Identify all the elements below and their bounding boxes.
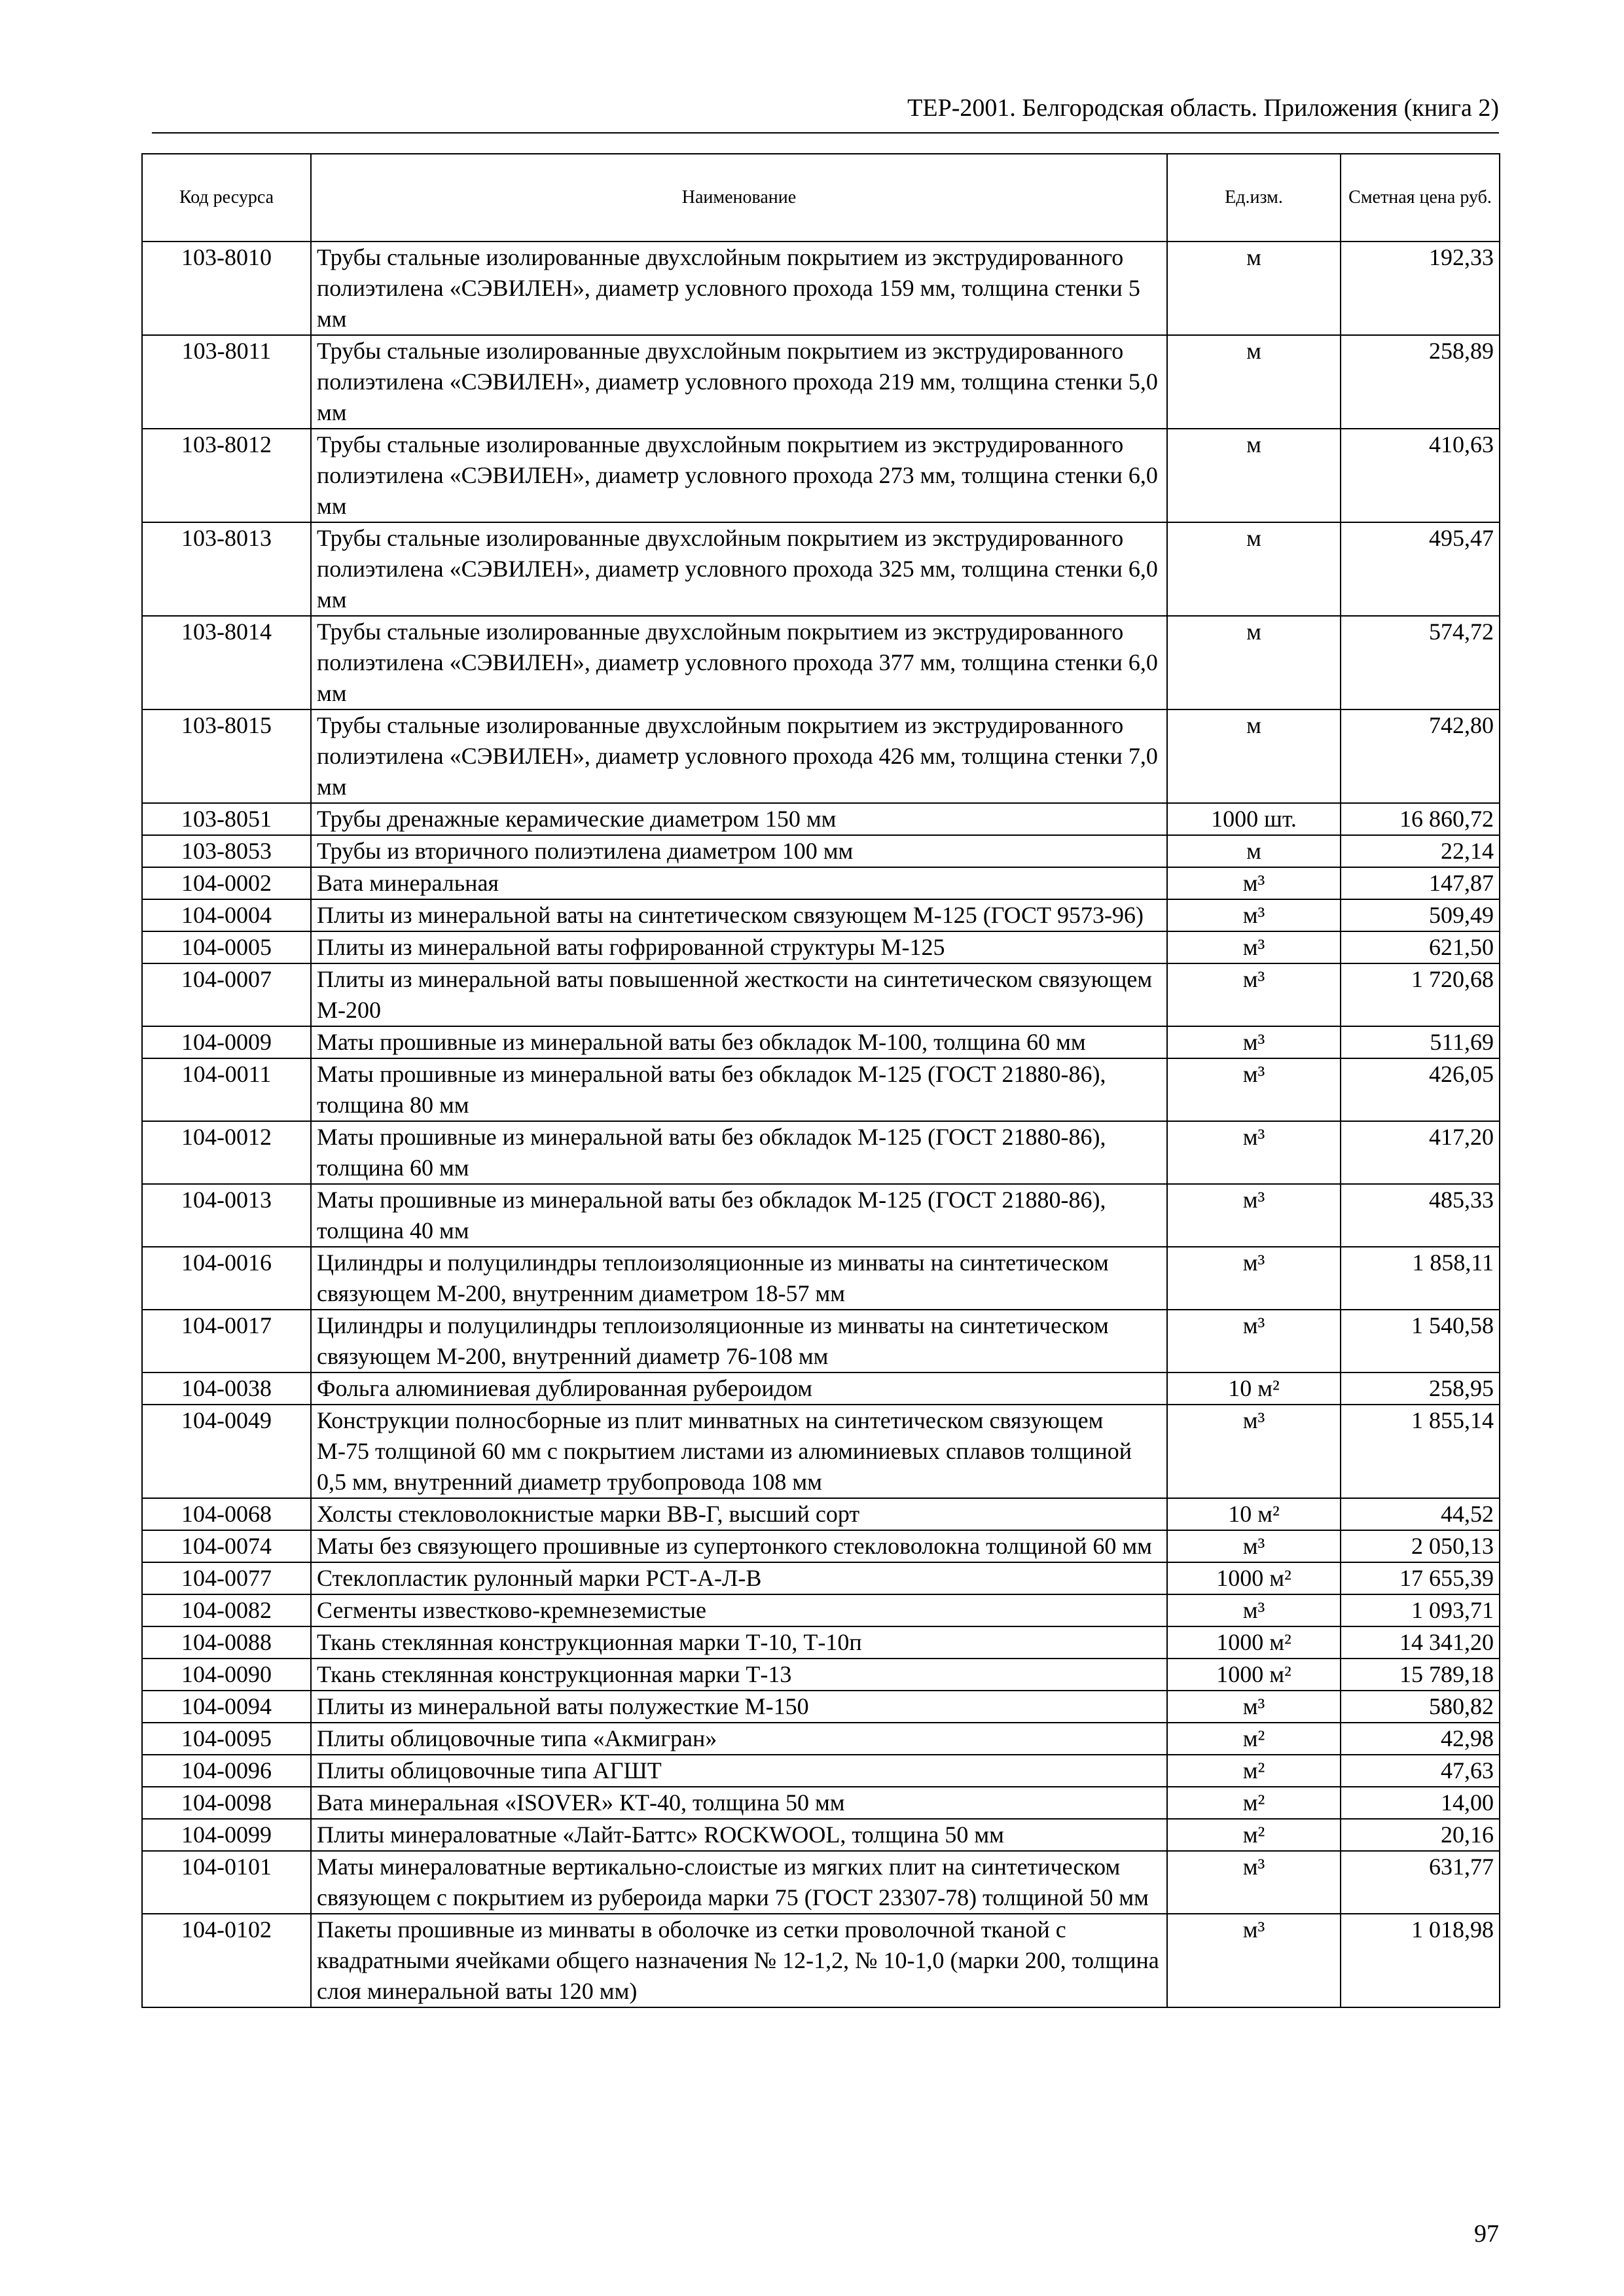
resource-name-cell: Цилиндры и полуцилиндры теплоизоляционные из минваты на синтетическом связующем М-200, внутренний диаметр 76-108 мм	[311, 1310, 1167, 1372]
unit-cell: м³	[1167, 1691, 1341, 1723]
resource-code-cell: 104-0094	[142, 1691, 311, 1723]
resource-name-cell: Плиты облицовочные типа АГШТ	[311, 1755, 1167, 1787]
price-cell: 485,33	[1341, 1184, 1500, 1247]
resource-code-cell: 104-0005	[142, 931, 311, 963]
resource-code-cell: 104-0011	[142, 1058, 311, 1121]
unit-cell: м²	[1167, 1755, 1341, 1787]
resource-code-cell: 104-0099	[142, 1819, 311, 1851]
unit-cell: м³	[1167, 1405, 1341, 1498]
price-cell: 631,77	[1341, 1851, 1500, 1914]
resource-code-cell: 104-0002	[142, 867, 311, 899]
resource-name-cell: Фольга алюминиевая дублированная рубероидом	[311, 1372, 1167, 1405]
price-cell: 417,20	[1341, 1121, 1500, 1184]
resource-code-cell: 104-0004	[142, 899, 311, 931]
price-cell: 1 855,14	[1341, 1405, 1500, 1498]
unit-cell: м²	[1167, 1819, 1341, 1851]
price-cell: 580,82	[1341, 1691, 1500, 1723]
table-row	[142, 835, 1500, 867]
resource-name-cell: Ткань стеклянная конструкционная марки Т-10, Т-10п	[311, 1626, 1167, 1659]
table-row	[142, 335, 1500, 429]
price-cell: 426,05	[1341, 1058, 1500, 1121]
resource-code-cell: 104-0009	[142, 1026, 311, 1058]
resource-code-cell: 104-0007	[142, 963, 311, 1026]
resource-name-cell: Стеклопластик рулонный марки РСТ-А-Л-В	[311, 1562, 1167, 1594]
resource-name-cell: Трубы стальные изолированные двухслойным покрытием из экструдированного полиэтилена «СЭВИЛЕН», диаметр условного прохода 377 мм, толщина стенки 6,0 мм	[311, 616, 1167, 709]
price-cell: 147,87	[1341, 867, 1500, 899]
resource-code-cell: 104-0082	[142, 1594, 311, 1626]
table-row	[142, 1058, 1500, 1121]
table-row	[142, 1723, 1500, 1755]
resource-code-cell: 104-0102	[142, 1914, 311, 2007]
resource-code-cell: 104-0049	[142, 1405, 311, 1498]
unit-cell: м	[1167, 616, 1341, 709]
column-header-price: Сметная цена руб.	[1341, 154, 1500, 242]
table-row	[142, 1755, 1500, 1787]
table-row	[142, 1530, 1500, 1562]
resource-name-cell: Трубы стальные изолированные двухслойным покрытием из экструдированного полиэтилена «СЭВИЛЕН», диаметр условного прохода 325 мм, толщина стенки 6,0 мм	[311, 522, 1167, 616]
price-cell: 16 860,72	[1341, 803, 1500, 835]
resource-name-cell: Трубы стальные изолированные двухслойным покрытием из экструдированного полиэтилена «СЭВИЛЕН», диаметр условного прохода 426 мм, толщина стенки 7,0 мм	[311, 709, 1167, 803]
price-cell: 509,49	[1341, 899, 1500, 931]
table-row	[142, 1026, 1500, 1058]
resource-code-cell: 104-0038	[142, 1372, 311, 1405]
resource-name-cell: Пакеты прошивные из минваты в оболочке из сетки проволочной тканой с квадратными ячейками общего назначения № 12-1,2, № 10-1,0 (марки 200, толщина слоя минеральной ваты 120 мм)	[311, 1914, 1167, 2007]
table-row	[142, 616, 1500, 709]
price-cell: 258,95	[1341, 1372, 1500, 1405]
page-header	[152, 93, 1499, 134]
resource-code-cell: 104-0088	[142, 1626, 311, 1659]
column-header-name: Наименование	[311, 154, 1167, 242]
resource-code-cell: 104-0096	[142, 1755, 311, 1787]
resource-name-cell: Цилиндры и полуцилиндры теплоизоляционные из минваты на синтетическом связующем М-200, внутренним диаметром 18-57 мм	[311, 1247, 1167, 1310]
resource-name-cell: Трубы стальные изолированные двухслойным покрытием из экструдированного полиэтилена «СЭВИЛЕН», диаметр условного прохода 273 мм, толщина стенки 6,0 мм	[311, 429, 1167, 522]
table-row	[142, 1184, 1500, 1247]
unit-cell: м	[1167, 335, 1341, 429]
price-cell: 1 720,68	[1341, 963, 1500, 1026]
resource-name-cell: Плиты из минеральной ваты повышенной жесткости на синтетическом связующем М-200	[311, 963, 1167, 1026]
resource-code-cell: 104-0095	[142, 1723, 311, 1755]
resource-name-cell: Трубы стальные изолированные двухслойным покрытием из экструдированного полиэтилена «СЭВИЛЕН», диаметр условного прохода 219 мм, толщина стенки 5,0 мм	[311, 335, 1167, 429]
header-row	[142, 154, 1500, 242]
table-row	[142, 1121, 1500, 1184]
table-row	[142, 1562, 1500, 1594]
resource-name-cell: Маты прошивные из минеральной ваты без обкладок М-125 (ГОСТ 21880-86), толщина 40 мм	[311, 1184, 1167, 1247]
header-title: ТЕР-2001. Белгородская область. Приложения (книга 2)	[907, 94, 1499, 122]
table-row	[142, 522, 1500, 616]
resource-code-cell: 103-8013	[142, 522, 311, 616]
resource-name-cell: Трубы стальные изолированные двухслойным покрытием из экструдированного полиэтилена «СЭВИЛЕН», диаметр условного прохода 159 мм, толщина стенки 5 мм	[311, 242, 1167, 335]
resource-code-cell: 104-0090	[142, 1659, 311, 1691]
table-row	[142, 1498, 1500, 1530]
table-body	[142, 242, 1500, 2007]
price-cell: 20,16	[1341, 1819, 1500, 1851]
unit-cell: м³	[1167, 1530, 1341, 1562]
price-cell: 1 540,58	[1341, 1310, 1500, 1372]
resource-name-cell: Конструкции полносборные из плит минватных на синтетическом связующем М-75 толщиной 60 мм с покрытием листами из алюминиевых сплавов толщиной 0,5 мм, внутренний диаметр трубопровода 108 мм	[311, 1405, 1167, 1498]
table-row	[142, 803, 1500, 835]
resource-code-cell: 104-0068	[142, 1498, 311, 1530]
unit-cell: м	[1167, 429, 1341, 522]
resource-code-cell: 104-0077	[142, 1562, 311, 1594]
price-cell: 22,14	[1341, 835, 1500, 867]
table-row	[142, 242, 1500, 335]
unit-cell: м³	[1167, 1247, 1341, 1310]
resource-name-cell: Трубы дренажные керамические диаметром 150 мм	[311, 803, 1167, 835]
table-row	[142, 429, 1500, 522]
unit-cell: м³	[1167, 899, 1341, 931]
unit-cell: м³	[1167, 963, 1341, 1026]
table-row	[142, 1691, 1500, 1723]
resource-code-cell: 103-8014	[142, 616, 311, 709]
resource-name-cell: Вата минеральная «ISOVER» КТ-40, толщина 50 мм	[311, 1787, 1167, 1819]
price-cell: 1 093,71	[1341, 1594, 1500, 1626]
unit-cell: м³	[1167, 1851, 1341, 1914]
resource-code-cell: 104-0101	[142, 1851, 311, 1914]
table-row	[142, 867, 1500, 899]
resource-code-cell: 104-0074	[142, 1530, 311, 1562]
resource-code-cell: 103-8012	[142, 429, 311, 522]
resource-name-cell: Холсты стекловолокнистые марки ВВ-Г, высший сорт	[311, 1498, 1167, 1530]
price-cell: 42,98	[1341, 1723, 1500, 1755]
table-row	[142, 1819, 1500, 1851]
price-cell: 495,47	[1341, 522, 1500, 616]
resource-name-cell: Плиты из минеральной ваты гофрированной структуры М-125	[311, 931, 1167, 963]
resource-code-cell: 104-0016	[142, 1247, 311, 1310]
price-cell: 15 789,18	[1341, 1659, 1500, 1691]
price-cell: 47,63	[1341, 1755, 1500, 1787]
table-row	[142, 1626, 1500, 1659]
unit-cell: м³	[1167, 867, 1341, 899]
table-row	[142, 1787, 1500, 1819]
price-cell: 2 050,13	[1341, 1530, 1500, 1562]
price-cell: 1 858,11	[1341, 1247, 1500, 1310]
price-cell: 17 655,39	[1341, 1562, 1500, 1594]
table-row	[142, 1405, 1500, 1498]
unit-cell: м	[1167, 242, 1341, 335]
resource-name-cell: Плиты из минеральной ваты полужесткие М-150	[311, 1691, 1167, 1723]
unit-cell: м³	[1167, 1594, 1341, 1626]
unit-cell: м³	[1167, 1184, 1341, 1247]
unit-cell: м²	[1167, 1787, 1341, 1819]
price-cell: 574,72	[1341, 616, 1500, 709]
resource-price-table	[141, 153, 1500, 2008]
resource-name-cell: Маты прошивные из минеральной ваты без обкладок М-100, толщина 60 мм	[311, 1026, 1167, 1058]
column-header-unit: Ед.изм.	[1167, 154, 1341, 242]
resource-name-cell: Плиты из минеральной ваты на синтетическом связующем М-125 (ГОСТ 9573-96)	[311, 899, 1167, 931]
unit-cell: м³	[1167, 1914, 1341, 2007]
unit-cell: м	[1167, 522, 1341, 616]
resource-code-cell: 103-8010	[142, 242, 311, 335]
price-cell: 1 018,98	[1341, 1914, 1500, 2007]
price-cell: 621,50	[1341, 931, 1500, 963]
resource-name-cell: Плиты минераловатные «Лайт-Баттс» ROCKWOOL, толщина 50 мм	[311, 1819, 1167, 1851]
resource-name-cell: Маты без связующего прошивные из супертонкого стекловолокна толщиной 60 мм	[311, 1530, 1167, 1562]
resource-name-cell: Маты прошивные из минеральной ваты без обкладок М-125 (ГОСТ 21880-86), толщина 60 мм	[311, 1121, 1167, 1184]
table-row	[142, 1372, 1500, 1405]
unit-cell: 1000 м²	[1167, 1626, 1341, 1659]
price-cell: 14,00	[1341, 1787, 1500, 1819]
resource-name-cell: Плиты облицовочные типа «Акмигран»	[311, 1723, 1167, 1755]
resource-code-cell: 104-0098	[142, 1787, 311, 1819]
price-cell: 742,80	[1341, 709, 1500, 803]
unit-cell: м³	[1167, 931, 1341, 963]
table-row	[142, 1310, 1500, 1372]
resource-name-cell: Маты минераловатные вертикально-слоистые из мягких плит на синтетическом связующем с покрытием из рубероида марки 75 (ГОСТ 23307-78) толщиной 50 мм	[311, 1851, 1167, 1914]
table-row	[142, 931, 1500, 963]
table-row	[142, 709, 1500, 803]
column-header-code: Код ресурса	[142, 154, 311, 242]
unit-cell: 1000 м²	[1167, 1659, 1341, 1691]
unit-cell: 10 м²	[1167, 1498, 1341, 1530]
resource-code-cell: 104-0017	[142, 1310, 311, 1372]
unit-cell: 1000 шт.	[1167, 803, 1341, 835]
table-row	[142, 1594, 1500, 1626]
resource-code-cell: 103-8015	[142, 709, 311, 803]
unit-cell: 1000 м²	[1167, 1562, 1341, 1594]
unit-cell: м³	[1167, 1026, 1341, 1058]
resource-code-cell: 103-8053	[142, 835, 311, 867]
price-cell: 192,33	[1341, 242, 1500, 335]
unit-cell: м³	[1167, 1121, 1341, 1184]
table-row	[142, 1914, 1500, 2007]
price-cell: 511,69	[1341, 1026, 1500, 1058]
price-cell: 410,63	[1341, 429, 1500, 522]
price-cell: 14 341,20	[1341, 1626, 1500, 1659]
table-row	[142, 899, 1500, 931]
resource-name-cell: Вата минеральная	[311, 867, 1167, 899]
resource-name-cell: Трубы из вторичного полиэтилена диаметром 100 мм	[311, 835, 1167, 867]
unit-cell: м	[1167, 709, 1341, 803]
price-cell: 44,52	[1341, 1498, 1500, 1530]
unit-cell: м	[1167, 835, 1341, 867]
table-row	[142, 1247, 1500, 1310]
resource-name-cell: Ткань стеклянная конструкционная марки Т-13	[311, 1659, 1167, 1691]
resource-name-cell: Сегменты известково-кремнеземистые	[311, 1594, 1167, 1626]
table-row	[142, 963, 1500, 1026]
unit-cell: м³	[1167, 1058, 1341, 1121]
resource-code-cell: 104-0013	[142, 1184, 311, 1247]
resource-code-cell: 104-0012	[142, 1121, 311, 1184]
resource-code-cell: 103-8011	[142, 335, 311, 429]
unit-cell: м²	[1167, 1723, 1341, 1755]
price-cell: 258,89	[1341, 335, 1500, 429]
unit-cell: м³	[1167, 1310, 1341, 1372]
resource-name-cell: Маты прошивные из минеральной ваты без обкладок М-125 (ГОСТ 21880-86), толщина 80 мм	[311, 1058, 1167, 1121]
page-number: 97	[1474, 2220, 1499, 2248]
resource-code-cell: 103-8051	[142, 803, 311, 835]
unit-cell: 10 м²	[1167, 1372, 1341, 1405]
table-header	[142, 154, 1500, 242]
table-row	[142, 1851, 1500, 1914]
table-row	[142, 1659, 1500, 1691]
